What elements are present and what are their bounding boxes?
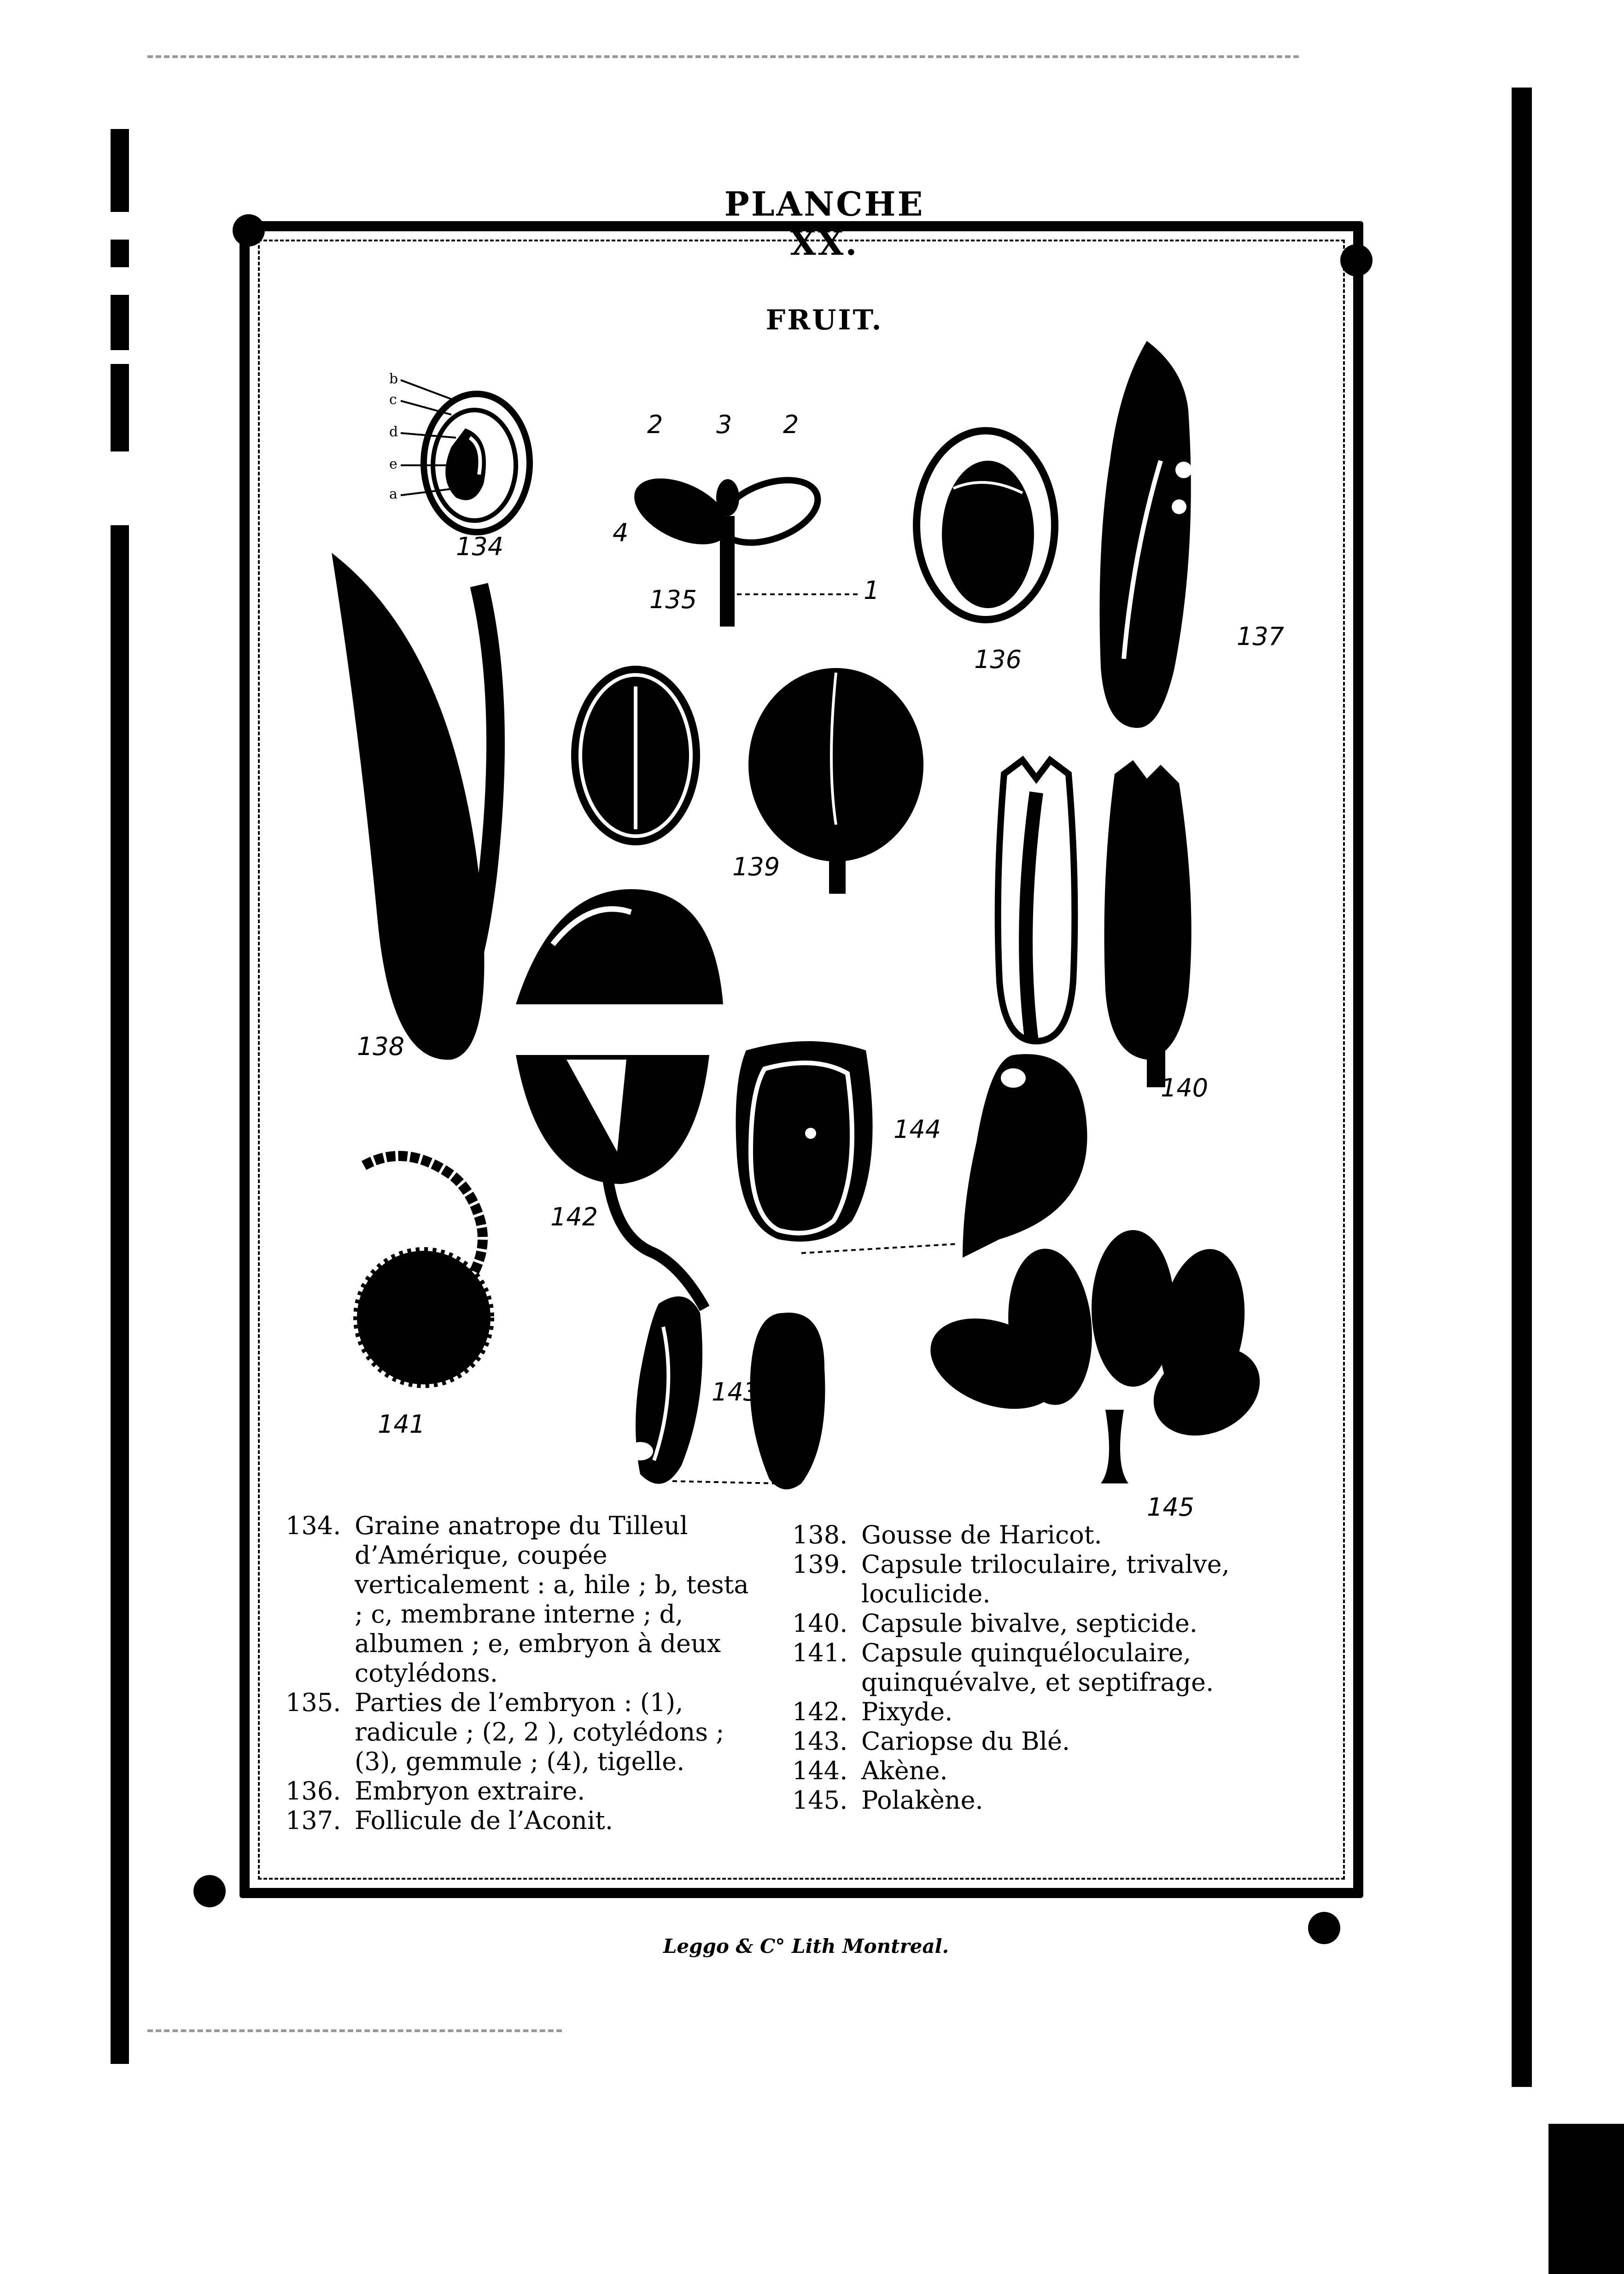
legend-text: Capsule quinquéloculaire, quinquévalve, et septifrage. [861,1638,1214,1697]
fig-139-capsule [573,668,923,894]
fig-138-number: 138 [357,1032,405,1061]
fig-134-label-e: e [389,456,397,472]
legend-text: Parties de l’embryon : (1), radicule ; (2, 2 ), cotylédons ; (3), gemmule ; (4), tigelle. [355,1688,724,1776]
legend-entry-138 [792,1520,1262,1550]
fig-135-number: 135 [649,585,697,614]
legend-number: 137. [286,1806,341,1835]
fig-135-label-tigelle: 4 [613,518,629,547]
legend-entry-137 [286,1806,755,1835]
legend-text: Follicule de l’Aconit. [355,1806,613,1835]
legend-left [286,1511,755,1835]
fig-135-label-gemmule: 3 [716,410,732,439]
legend-text: Polakène. [861,1786,983,1815]
fig-143-caryopsis [627,1296,825,1489]
fig-134-seed-section [389,371,530,561]
legend-entry-141 [792,1638,1262,1697]
fig-143-number: 143 [712,1377,759,1407]
fig-134-label-c: c [389,392,397,408]
legend-text: Capsule bivalve, septicide. [861,1609,1198,1638]
fig-134-label-d: d [389,424,398,440]
legend-text: Gousse de Haricot. [861,1520,1102,1549]
fig-144-achene [736,1041,1087,1258]
fig-138-bean-pod [332,553,496,1061]
plate-title: PLANCHE XX. [724,184,925,263]
legend-number: 142. [792,1697,848,1726]
legend-entry-139 [792,1550,1262,1609]
legend-number: 136. [286,1776,341,1805]
legend-entry-143 [792,1727,1262,1756]
section-title: FRUIT. [765,304,883,336]
fig-144-number: 144 [894,1115,941,1144]
fig-136-number: 136 [974,645,1022,674]
fig-134-number: 134 [456,532,504,561]
legend-entry-145 [792,1786,1262,1815]
fig-135-label-radicule: 1 [864,576,880,605]
legend-entry-135 [286,1688,755,1776]
legend-text: Graine anatrope du Tilleul d’Amérique, coupée verticalement : a, hile ; b, testa ; c, membrane interne ; d, albumen ; e, embryon à deux cotylédons. [355,1511,749,1688]
legend-entry-142 [792,1697,1262,1727]
fig-145-number: 145 [1147,1493,1195,1522]
legend-number: 140. [792,1609,848,1638]
fig-141-number: 141 [378,1410,426,1439]
legend-number: 145. [792,1786,848,1815]
legend-entry-140 [792,1609,1262,1638]
fig-137-number: 137 [1237,622,1285,651]
legend-entry-136 [286,1776,755,1806]
legend-number: 139. [792,1550,848,1579]
fig-134-label-b: b [389,371,398,387]
legend-text: Cariopse du Blé. [861,1727,1070,1756]
legend-right [792,1520,1262,1815]
fig-140-capsule [998,760,1208,1102]
legend-entry-144 [792,1756,1262,1786]
legend-text: Embryon extraire. [355,1776,585,1805]
legend-number: 143. [792,1727,848,1756]
fig-142-pyxis [516,889,723,1308]
fig-134-label-a: a [389,486,397,502]
legend-text: Akène. [861,1756,948,1785]
legend-number: 141. [792,1638,848,1667]
legend-text: Capsule triloculaire, trivalve, loculicide. [861,1550,1230,1608]
fig-142-number: 142 [550,1202,598,1231]
fig-145-polakene [918,1230,1274,1522]
legend-text: Pixyde. [861,1697,953,1726]
legend-number: 144. [792,1756,848,1785]
lithographer-credit: Leggo & C° Lith Montreal. [663,1935,949,1958]
fig-141-capsule [357,1156,491,1439]
legend-entry-134 [286,1511,755,1688]
fig-137-follicle [1100,341,1285,728]
legend-number: 134. [286,1511,341,1540]
fig-136-embryo-extracted [917,431,1055,674]
legend-number: 138. [792,1520,848,1549]
fig-135-label-cotyledon: 2 [647,410,663,439]
fig-140-number: 140 [1161,1073,1209,1102]
fig-139-number: 139 [732,852,780,881]
fig-135-label-cotyledon: 2 [783,410,799,439]
legend-number: 135. [286,1688,341,1717]
fig-135-embryo [613,410,879,627]
